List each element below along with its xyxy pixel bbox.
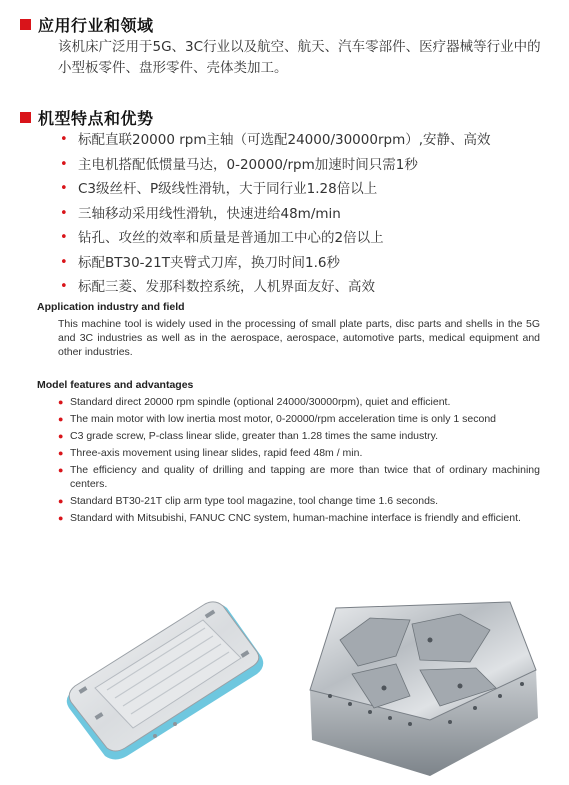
- section-body-en: This machine tool is widely used in the processing of small plate parts, disc parts and shells in the 5G and 3C industries as well as in the aerospace, aerospace, automotive parts, medical equipment and other industries.: [58, 318, 540, 358]
- bullet-icon: •: [60, 205, 68, 221]
- section-title: 应用行业和领域: [38, 16, 154, 35]
- list-item: ● The efficiency and quality of drilling and tapping are more than twice that of ordinary machining centers.: [58, 464, 540, 490]
- list-item: ● Standard with Mitsubishi, FANUC CNC system, human-machine interface is friendly and efficient.: [58, 512, 521, 524]
- bullet-icon: ●: [58, 397, 64, 407]
- bullet-icon: •: [60, 230, 68, 245]
- list-item: ● C3 grade screw, P-class linear slide, greater than 1.28 times the same industry.: [58, 430, 439, 442]
- red-square-icon: [20, 112, 31, 123]
- bullet-icon: ●: [58, 496, 64, 506]
- list-item: ● Standard BT30-21T clip arm type tool magazine, tool change time 1.6 seconds.: [58, 495, 439, 507]
- section-body: 该机床广泛用于5G、3C行业以及航空、航天、汽车零部件、医疗器械等行业中的小型板零件、盘形零件、壳体类加工。: [58, 39, 541, 76]
- section-header-application: [20, 13, 154, 36]
- list-item: • 三轴移动采用线性滑轨，快速进给48m/min: [58, 202, 538, 227]
- list-item: • 钻孔、攻丝的效率和质量是普通加工中心的2倍以上: [58, 226, 538, 251]
- list-item: • 主电机搭配低惯量马达，0-20000/rpm加速时间只需1秒: [58, 153, 538, 178]
- red-square-icon: [20, 19, 31, 30]
- section-title-en-application: Application industry and field: [37, 301, 185, 313]
- list-item: ● Standard direct 20000 rpm spindle (optional 24000/30000rpm), quiet and efficient.: [58, 396, 451, 408]
- bullet-icon: ●: [58, 414, 64, 424]
- list-item: • C3级丝杆、P级线性滑轨，大于同行业1.28倍以上: [58, 177, 538, 202]
- bullet-icon: ●: [58, 431, 64, 441]
- features-list-cn: [58, 128, 538, 300]
- list-item: • 标配BT30-21T夹臂式刀库，换刀时间1.6秒: [58, 251, 538, 276]
- features-list-en: [58, 395, 540, 528]
- bullet-icon: •: [60, 279, 68, 294]
- section-title-en-features: Model features and advantages: [37, 379, 194, 391]
- bullet-icon: ●: [58, 448, 64, 458]
- aluminum-housing-part-photo: [300, 600, 545, 778]
- section-header-features: [20, 106, 154, 129]
- section-title: 机型特点和优势: [38, 109, 154, 128]
- bullet-icon: •: [60, 181, 68, 196]
- list-item: ● Three-axis movement using linear slides, rapid feed 48m / min.: [58, 447, 363, 459]
- phone-shell-part-photo: [55, 596, 270, 766]
- list-item: • 标配直联20000 rpm主轴（可选配24000/30000rpm）,安静、高效: [58, 128, 538, 153]
- bullet-icon: •: [60, 254, 68, 270]
- bullet-icon: •: [60, 132, 68, 147]
- list-item: ● The main motor with low inertia most motor, 0-20000/rpm acceleration time is only 1 second: [58, 413, 497, 425]
- list-item: • 标配三菱、发那科数控系统，人机界面友好、高效: [58, 275, 538, 300]
- bullet-icon: ●: [58, 465, 64, 475]
- bullet-icon: ●: [58, 513, 64, 523]
- bullet-icon: •: [60, 156, 68, 172]
